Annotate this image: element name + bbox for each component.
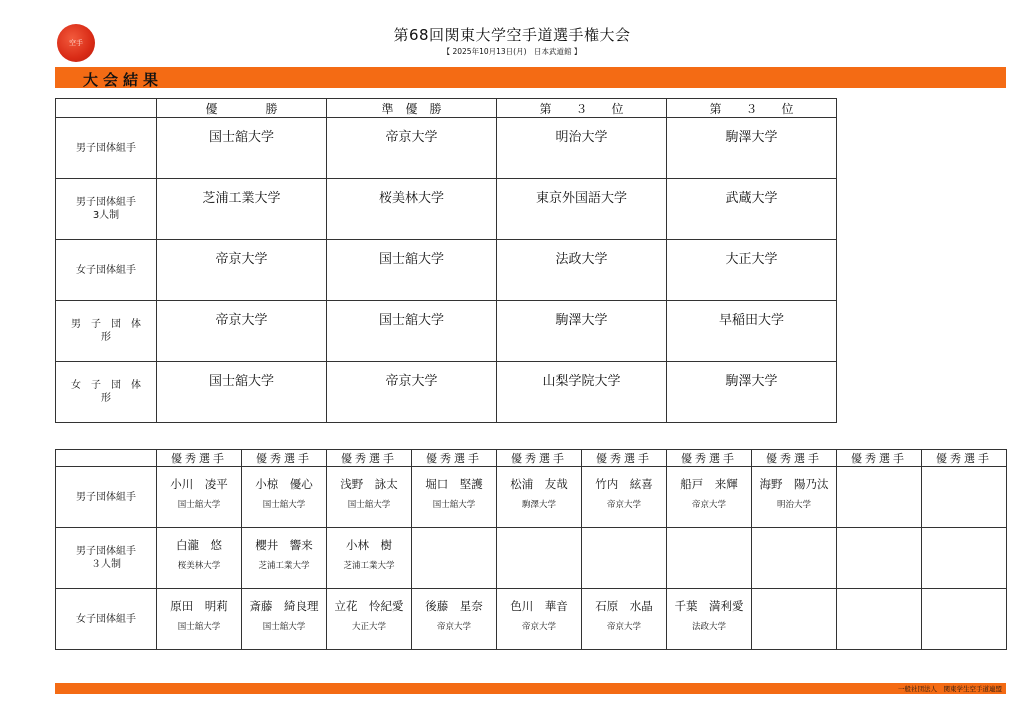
result-cell	[497, 240, 667, 301]
player-cell	[157, 467, 242, 528]
category-sub-label: 形	[101, 332, 111, 343]
university-name: 国士舘大学	[378, 313, 444, 328]
player-name	[837, 589, 921, 620]
player-name: 小川 凌平	[170, 477, 228, 491]
player-name: 小林 樹	[346, 538, 392, 552]
results-header-row	[56, 99, 837, 118]
category-label: 女子団体組手	[76, 264, 136, 276]
logo-text: 空手	[69, 39, 83, 47]
player-cell	[582, 528, 667, 589]
category-sub-label: 形	[101, 393, 111, 404]
player-name	[922, 589, 1006, 620]
results-corner-cell	[56, 99, 157, 118]
player-name	[752, 528, 836, 559]
player-cell	[497, 467, 582, 528]
player-cell	[837, 467, 922, 528]
university-name: 東京外国語大学	[535, 191, 627, 206]
footer-bar	[55, 683, 1006, 694]
result-cell	[327, 362, 497, 423]
result-cell	[327, 179, 497, 240]
outstanding-corner-cell	[56, 450, 157, 467]
player-name: 小椋 優心	[255, 477, 313, 491]
result-cell	[327, 240, 497, 301]
university-name: 山梨学院大学	[542, 374, 621, 389]
result-cell	[667, 179, 837, 240]
event-date-venue: 【 2025年10月13日(月) 日本武道館 】	[442, 47, 582, 56]
category-cell	[56, 301, 157, 362]
university-name: 桜美林大学	[378, 191, 444, 206]
player-name	[497, 528, 581, 559]
player-name	[667, 528, 751, 559]
player-cell	[837, 589, 922, 650]
result-cell	[667, 240, 837, 301]
player-cell	[752, 589, 837, 650]
category-cell	[56, 528, 157, 589]
category-cell	[56, 179, 157, 240]
university-name: 帝京大学	[215, 313, 268, 328]
category-label: 男子団体組手	[76, 142, 136, 154]
player-name: 松浦 友哉	[510, 477, 568, 491]
results-table	[55, 98, 837, 423]
player-university: 帝京大学	[606, 500, 641, 510]
results-row	[56, 301, 837, 362]
column-header-outstanding: 優秀選手	[837, 450, 922, 467]
category-cell	[56, 467, 157, 528]
outstanding-header-row	[56, 450, 1007, 467]
player-name: 竹内 絃喜	[595, 477, 653, 491]
category-label: 男子団体組手	[76, 197, 136, 208]
player-cell	[752, 467, 837, 528]
player-name: 斎藤 綺良理	[249, 599, 319, 613]
university-name: 武蔵大学	[725, 191, 778, 206]
player-university: 国士舘大学	[262, 622, 306, 632]
player-cell	[327, 467, 412, 528]
player-name	[922, 467, 1006, 498]
player-name: 浅野 詠太	[340, 477, 398, 491]
player-name	[412, 528, 496, 559]
category-cell	[56, 240, 157, 301]
player-cell	[582, 467, 667, 528]
results-banner-label: 大会結果	[83, 71, 164, 89]
column-header-third-place: 第 ３ 位	[667, 99, 837, 118]
result-cell	[157, 240, 327, 301]
university-name: 法政大学	[555, 252, 608, 267]
player-name	[752, 589, 836, 620]
university-name: 駒澤大学	[725, 130, 778, 145]
player-cell	[922, 589, 1007, 650]
results-row	[56, 240, 837, 301]
outstanding-row	[56, 589, 1007, 650]
result-cell	[667, 362, 837, 423]
result-cell	[667, 118, 837, 179]
column-header-winner: 優 勝	[157, 99, 327, 118]
player-cell	[157, 528, 242, 589]
player-cell	[667, 467, 752, 528]
player-name: 石原 水晶	[595, 599, 653, 613]
player-cell	[667, 589, 752, 650]
result-cell	[157, 362, 327, 423]
player-name: 立花 怜紀愛	[334, 599, 404, 613]
player-name: 白瀧 悠	[176, 538, 222, 552]
results-row	[56, 362, 837, 423]
player-cell	[922, 528, 1007, 589]
university-name: 帝京大学	[215, 252, 268, 267]
player-cell	[327, 589, 412, 650]
player-name: 船戸 来輝	[680, 477, 738, 491]
player-name: 色川 華音	[510, 599, 568, 613]
player-cell	[327, 528, 412, 589]
player-university: 国士舘大学	[432, 500, 476, 510]
player-name: 後藤 星奈	[425, 599, 483, 613]
player-name: 原田 明莉	[170, 599, 228, 613]
page-title: 第68回関東大学空手道選手権大会	[393, 26, 631, 44]
university-name: 帝京大学	[385, 374, 438, 389]
category-cell	[56, 362, 157, 423]
player-name	[837, 467, 921, 498]
player-university: 駒澤大学	[521, 500, 556, 510]
university-name: 国士舘大学	[378, 252, 444, 267]
player-university: 帝京大学	[521, 622, 556, 632]
category-label: 女子団体組手	[76, 613, 136, 625]
category-label: 男 子 団 体	[71, 319, 141, 330]
result-cell	[497, 118, 667, 179]
column-header-outstanding: 優秀選手	[242, 450, 327, 467]
university-name: 国士舘大学	[208, 374, 274, 389]
university-name: 国士舘大学	[208, 130, 274, 145]
player-cell	[412, 589, 497, 650]
player-university: 帝京大学	[436, 622, 471, 632]
player-cell	[752, 528, 837, 589]
university-name: 明治大学	[555, 130, 608, 145]
university-name: 芝浦工業大学	[202, 191, 281, 206]
outstanding-row	[56, 467, 1007, 528]
column-header-outstanding: 優秀選手	[667, 450, 752, 467]
category-label: 女 子 団 体	[71, 380, 141, 391]
player-university: 芝浦工業大学	[258, 561, 310, 571]
column-header-outstanding: 優秀選手	[582, 450, 667, 467]
player-university: 明治大学	[776, 500, 811, 510]
player-university: 法政大学	[691, 622, 726, 632]
player-university: 帝京大学	[691, 500, 726, 510]
results-row	[56, 179, 837, 240]
player-university: 国士舘大学	[177, 622, 221, 632]
column-header-outstanding: 優秀選手	[922, 450, 1007, 467]
player-cell	[667, 528, 752, 589]
player-cell	[157, 589, 242, 650]
university-name: 早稲田大学	[718, 313, 784, 328]
player-cell	[497, 589, 582, 650]
result-cell	[157, 118, 327, 179]
column-header-outstanding: 優秀選手	[752, 450, 837, 467]
result-cell	[157, 301, 327, 362]
player-cell	[497, 528, 582, 589]
player-name: 千葉 満利愛	[674, 599, 744, 613]
result-cell	[157, 179, 327, 240]
player-cell	[242, 589, 327, 650]
player-cell	[582, 589, 667, 650]
player-name	[922, 528, 1006, 559]
column-header-outstanding: 優秀選手	[157, 450, 242, 467]
organizer-name: 一般社団法人 関東学生空手道連盟	[898, 685, 1002, 693]
category-sub-label: ３人制	[91, 559, 121, 570]
university-name: 大正大学	[725, 252, 778, 267]
category-label: 男子団体組手	[76, 546, 136, 557]
column-header-outstanding: 優秀選手	[497, 450, 582, 467]
column-header-third-place: 第 ３ 位	[497, 99, 667, 118]
category-cell	[56, 589, 157, 650]
category-sub-label: 3人制	[92, 210, 120, 221]
player-cell	[837, 528, 922, 589]
university-name: 駒澤大学	[725, 374, 778, 389]
player-university: 大正大学	[351, 622, 386, 632]
player-university: 桜美林大学	[177, 561, 221, 571]
results-banner	[55, 67, 1006, 88]
university-name: 駒澤大学	[555, 313, 608, 328]
player-cell	[922, 467, 1007, 528]
player-name: 海野 陽乃汰	[759, 477, 829, 491]
player-cell	[412, 528, 497, 589]
player-name: 櫻井 響来	[255, 538, 313, 552]
outstanding-row	[56, 528, 1007, 589]
player-university: 国士舘大学	[177, 500, 221, 510]
category-cell	[56, 118, 157, 179]
result-cell	[497, 301, 667, 362]
player-university: 国士舘大学	[262, 500, 306, 510]
result-cell	[327, 301, 497, 362]
result-cell	[497, 362, 667, 423]
player-cell	[242, 528, 327, 589]
column-header-outstanding: 優秀選手	[327, 450, 412, 467]
column-header-outstanding: 優秀選手	[412, 450, 497, 467]
player-name	[837, 528, 921, 559]
player-university: 帝京大学	[606, 622, 641, 632]
category-label: 男子団体組手	[76, 491, 136, 503]
player-university: 国士舘大学	[347, 500, 391, 510]
result-cell	[667, 301, 837, 362]
player-university: 芝浦工業大学	[343, 561, 395, 571]
result-cell	[327, 118, 497, 179]
column-header-runner-up: 準 優 勝	[327, 99, 497, 118]
outstanding-players-table	[55, 449, 1007, 650]
university-name: 帝京大学	[385, 130, 438, 145]
results-row	[56, 118, 837, 179]
result-cell	[497, 179, 667, 240]
player-name	[582, 528, 666, 559]
player-name: 堀口 堅護	[425, 477, 483, 491]
player-cell	[412, 467, 497, 528]
player-cell	[242, 467, 327, 528]
